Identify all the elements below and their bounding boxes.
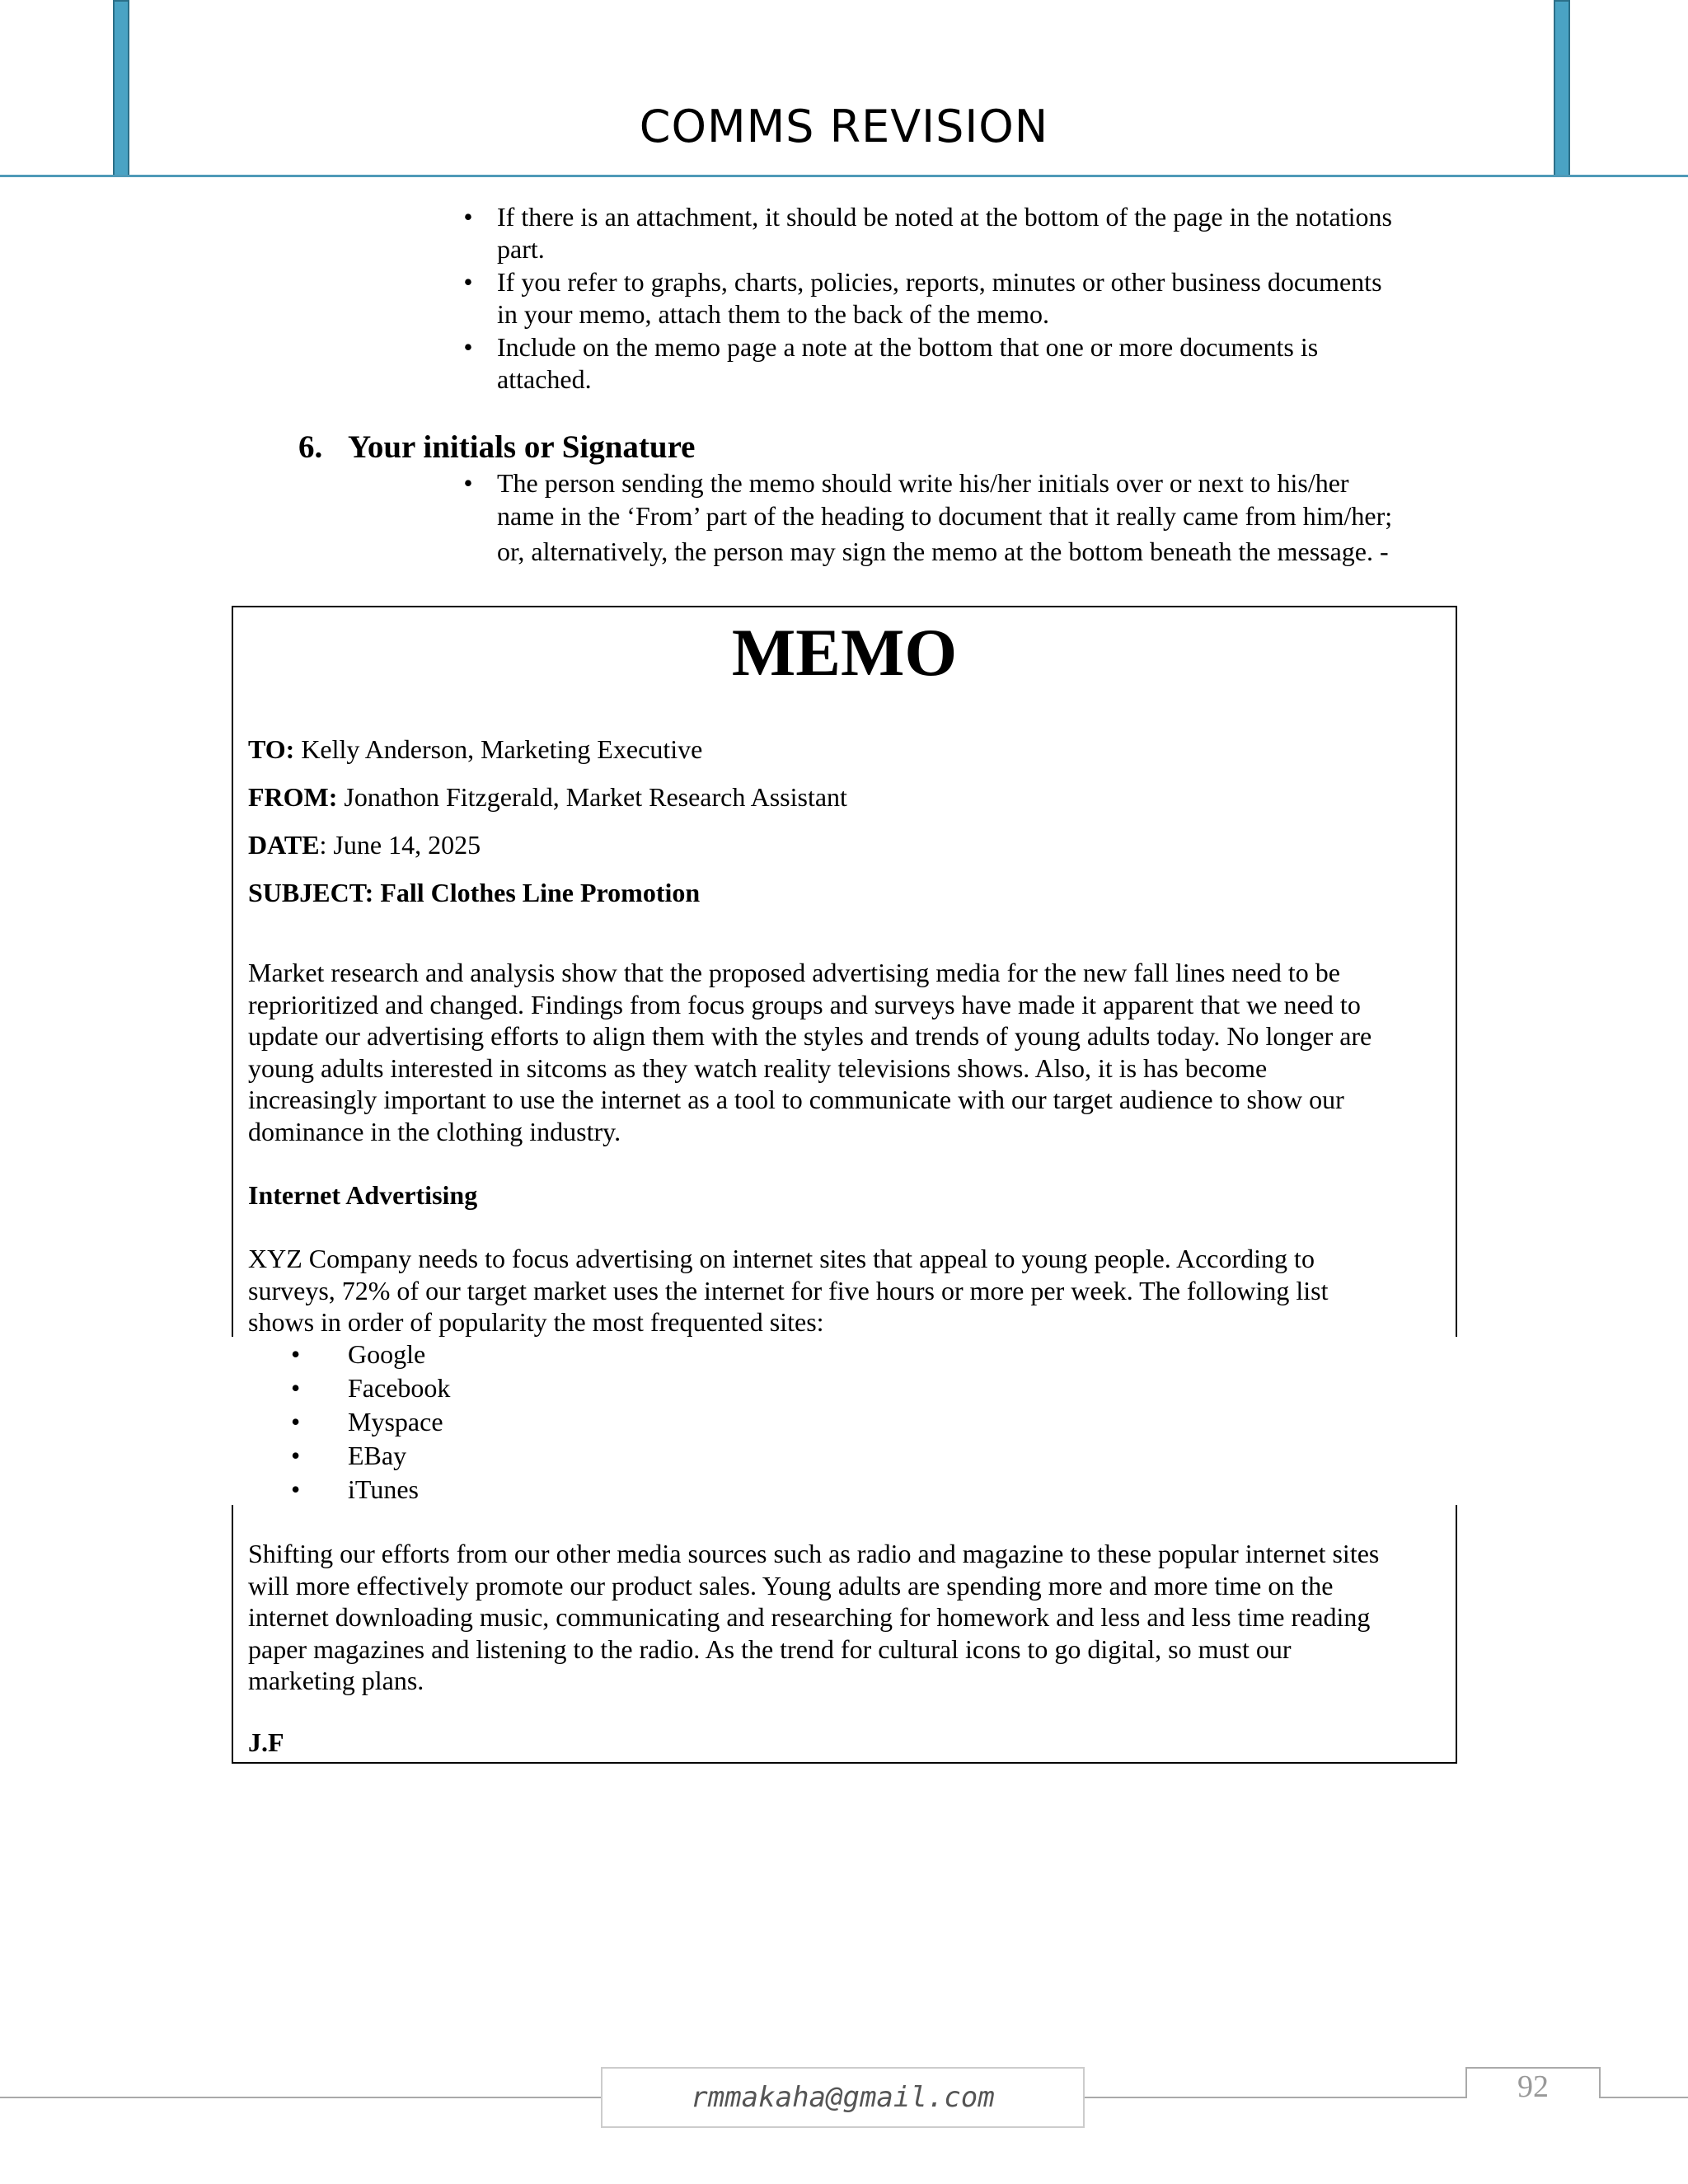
memo-subject: SUBJECT: Fall Clothes Line Promotion	[248, 878, 701, 907]
bullet-icon: •	[291, 1373, 301, 1403]
list-item: • EBay	[291, 1441, 407, 1470]
bullet-icon: •	[291, 1474, 301, 1504]
section-number: 6.	[298, 429, 323, 465]
page-header-title: COMMS REVISION	[639, 101, 1049, 152]
list-item: • iTunes	[291, 1474, 419, 1504]
bullet-icon: •	[463, 267, 473, 297]
section-title: Your initials or Signature	[348, 429, 696, 465]
memo-initials: J.F	[248, 1727, 284, 1757]
memo-paragraph-3: Shifting our efforts from our other media sources such as radio and magazine to these popular internet sites will more effectively promote our product sales. Young adults are spending more and more time on the internet downloading music, communicating and researching for homework and less and less time reading paper magazines and listening to the radio. As the trend for cultural icons to go digital, so must our marketing plans.	[248, 1539, 1380, 1695]
bullet-item: • If there is an attachment, it should be noted at the bottom of the page in the notations part.	[497, 201, 1445, 265]
memo-from: FROM: Jonathon Fitzgerald, Market Research Assistant	[248, 782, 847, 812]
footer-email[interactable]: rmmakaha@gmail.com	[601, 2067, 1085, 2128]
bullet-item: • If you refer to graphs, charts, policies, reports, minutes or other business documents in your memo, attach them to the back of the memo.	[497, 266, 1445, 330]
bullet-icon: •	[291, 1407, 301, 1436]
header-rule	[0, 175, 1688, 177]
bullet-icon: •	[291, 1339, 301, 1369]
memo-to: TO: Kelly Anderson, Marketing Executive	[248, 734, 703, 764]
sites-list	[248, 1339, 450, 1508]
page-number: 92	[1517, 2069, 1549, 2104]
bullet-icon: •	[463, 202, 473, 232]
footer-rule-right	[1601, 2097, 1688, 2098]
bullet-icon: •	[291, 1441, 301, 1470]
bullet-item: • The person sending the memo should write his/her initials over or next to his/her name in the ‘From’ part of the heading to document that it really came from him/her; or, alternatively, the person may sign the memo at the bottom beneath the message. -	[497, 466, 1445, 568]
memo-title: MEMO	[731, 615, 958, 690]
memo-paragraph-1: Market research and analysis show that the proposed advertising media for the new fall lines need to be reprioritized and changed. Findings from focus groups and surveys have made it apparent that we need to update our advertising efforts to align them with the styles and trends of young adults today. No longer are young adults interested in sitcoms as they watch reality televisions shows. Also, it is has become increasingly important to use the internet as a tool to communicate with our target audience to show our dominance in the clothing industry.	[248, 958, 1372, 1146]
footer-rule-middle	[1085, 2097, 1465, 2098]
bullet-icon: •	[463, 468, 473, 498]
bullet-item: • Include on the memo page a note at the bottom that one or more documents is attached.	[497, 331, 1445, 396]
bullet-icon: •	[463, 332, 473, 362]
list-item: • Myspace	[291, 1407, 443, 1436]
memo-subheading: Internet Advertising	[248, 1180, 478, 1210]
section-heading	[298, 429, 696, 466]
list-item: • Google	[291, 1339, 426, 1369]
list-item: • Facebook	[291, 1373, 451, 1403]
memo-date: DATE: June 14, 2025	[248, 830, 481, 860]
footer-rule-left	[0, 2097, 601, 2098]
memo-paragraph-2: XYZ Company needs to focus advertising on internet sites that appeal to young people. According to surveys, 72% of our target market uses the internet for five hours or more per week. The following list shows in order of popularity the most frequented sites:	[248, 1244, 1329, 1337]
